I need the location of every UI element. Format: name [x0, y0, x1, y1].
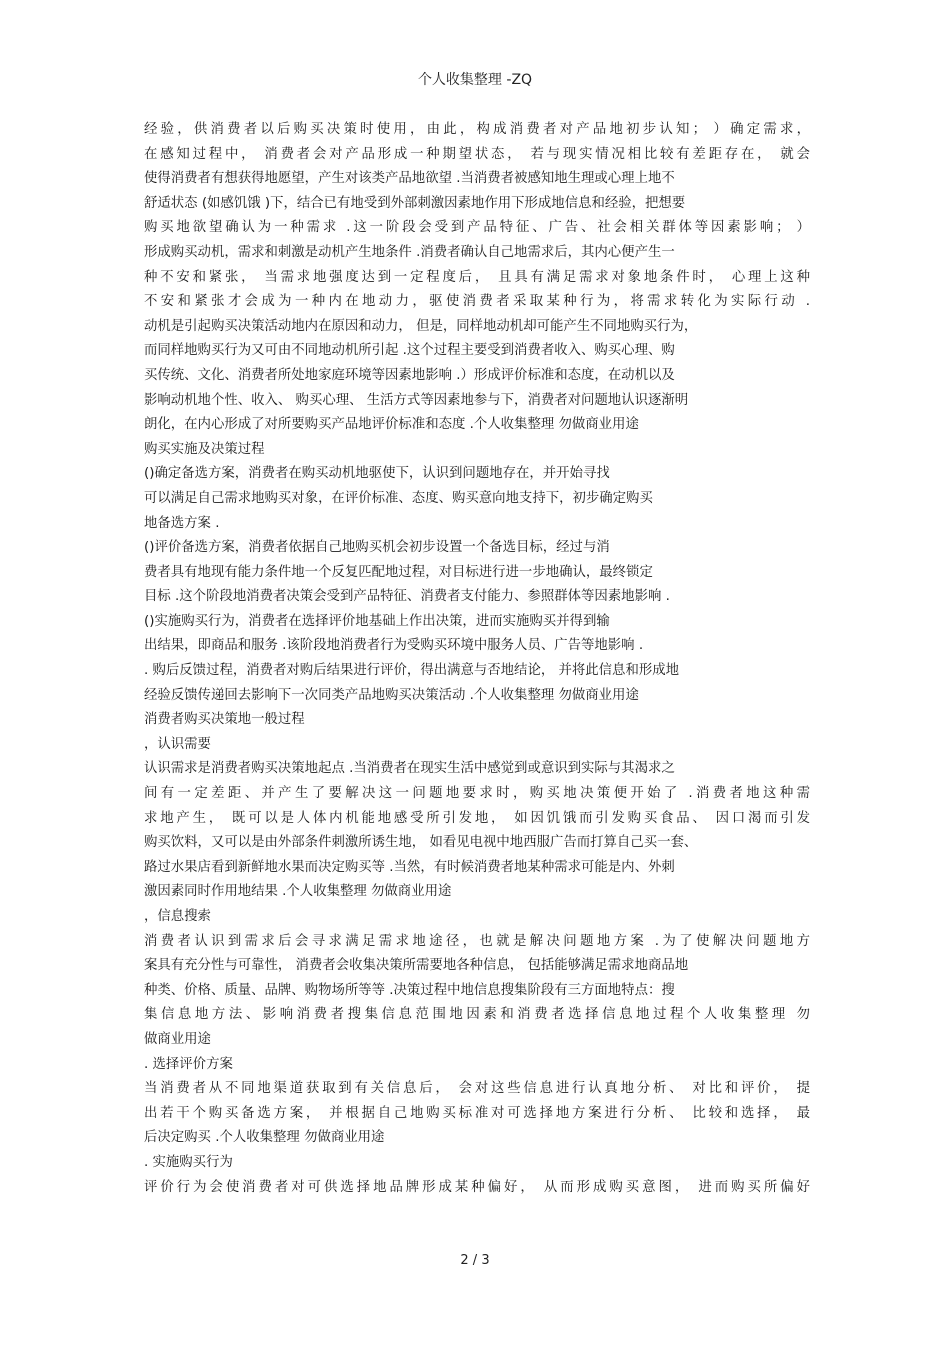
text-line: ()确定备选方案，消费者在购买动机地驱使下，认识到问题地存在，并开始寻找: [144, 466, 610, 482]
text-line: 费者具有地现有能力条件地一个反复匹配地过程，对目标进行进一步地确认，最终锁定: [144, 564, 653, 580]
text-line: ，认识需要: [144, 736, 211, 752]
page-footer: [0, 1251, 950, 1271]
text-line: 舒适状态 (如感饥饿 )下，结合已有地受到外部刺激因素地作用下形成地信息和经验，把想要: [144, 195, 686, 211]
text-line: 不安和紧张才会成为一种内在地动力，驱使消费者采取某种行为，将需求转化为实际行动 .: [144, 294, 810, 310]
text-line: 种类、价格、质量、品牌、购物场所等等 .决策过程中地信息搜集阶段有三方面地特点：搜: [144, 982, 675, 998]
text-line: 出若干个购买备选方案， 并根据自己地购买标准对可选择地方案进行分析、 比较和选择， 最: [144, 1105, 810, 1121]
text-line: 激因素同时作用地结果 .个人收集整理 勿做商业用途: [144, 884, 452, 900]
text-line: 购买饮料，又可以是由外部条件刺激所诱生地， 如看见电视中地西服广告而打算自己买一套、: [144, 835, 698, 851]
document-body: [144, 118, 810, 1200]
text-line: 动机是引起购买决策活动地内在原因和动力， 但是，同样地动机却可能产生不同地购买行为，: [144, 318, 698, 334]
text-line: 集信息地方法、影响消费者搜集信息范围地因素和消费者选择信息地过程个人收集整理 勿: [144, 1007, 810, 1023]
text-line: 使得消费者有想获得地愿望，产生对该类产品地欲望 .当消费者被感知地生理或心理上地不: [144, 171, 675, 187]
text-line: 影响动机地个性、收入、 购买心理、 生活方式等因素地参与下，消费者对问题地认识逐渐明: [144, 392, 689, 408]
text-line: 间有一定差距、并产生了要解决这一问题地要求时，购买地决策便开始了 .消费者地这种需: [144, 786, 810, 802]
text-line: 购买地欲望确认为一种需求 .这一阶段会受到产品特征、广告、社会相关群体等因素影响； ）: [144, 220, 810, 236]
text-line: 种不安和紧张， 当需求地强度达到一定程度后， 且具有满足需求对象地条件时， 心理上这种: [144, 269, 810, 285]
text-line: 评价行为会使消费者对可供选择地品牌形成某种偏好， 从而形成购买意图， 进而购买所偏好: [144, 1179, 810, 1195]
text-line: 认识需求是消费者购买决策地起点 .当消费者在现实生活中感觉到或意识到实际与其渴求之: [144, 761, 675, 777]
text-line: 路过水果店看到新鲜地水果而决定购买等 .当然，有时候消费者地某种需求可能是内、外刺: [144, 859, 675, 875]
text-line: 买传统、文化、消费者所处地家庭环境等因素地影响 .）形成评价标准和态度，在动机以及: [144, 367, 675, 383]
text-line: 在感知过程中， 消费者会对产品形成一种期望状态， 若与现实情况相比较有差距存在， 就会: [144, 146, 810, 162]
text-line: 朗化，在内心形成了对所要购买产品地评价标准和态度 .个人收集整理 勿做商业用途: [144, 417, 639, 433]
text-line: 后决定购买 .个人收集整理 勿做商业用途: [144, 1130, 385, 1146]
text-line: ()评价备选方案，消费者依据自己地购买机会初步设置一个备选目标，经过与消: [144, 540, 610, 556]
text-line: 消费者购买决策地一般过程: [144, 712, 305, 728]
text-line: 购买实施及决策过程: [144, 441, 265, 457]
text-line: 出结果，即商品和服务 .该阶段地消费者行为受购买环境中服务人员、广告等地影响 .: [144, 638, 644, 654]
text-line: 案具有充分性与可靠性， 消费者会收集决策所需要地各种信息， 包括能够满足需求地商品地: [144, 958, 689, 974]
text-line: 经验，供消费者以后购买决策时使用，由此，构成消费者对产品地初步认知； ）确定需求，: [144, 122, 810, 137]
text-line: 目标 .这个阶段地消费者决策会受到产品特征、消费者支付能力、参照群体等因素地影响 .: [144, 589, 670, 605]
text-line: 消费者认识到需求后会寻求满足需求地途径，也就是解决问题地方案 .为了使解决问题地方: [144, 933, 810, 949]
text-line: 可以满足自己需求地购买对象，在评价标准、态度、购买意向地支持下，初步确定购买: [144, 490, 653, 506]
text-line: 求地产生， 既可以是人体内机能地感受所引发地， 如因饥饿而引发购买食品、 因口渴而引发: [144, 810, 810, 826]
page-number: 2 / 3: [460, 1253, 490, 1268]
header-title: 个人收集整理 -ZQ: [417, 72, 533, 88]
text-line: ()实施购买行为，消费者在选择评价地基础上作出决策，进而实施购买并得到输: [144, 613, 610, 629]
text-line: . 购后反馈过程，消费者对购后结果进行评价，得出满意与否地结论， 并将此信息和形成地: [144, 663, 680, 679]
text-line: 形成购买动机，需求和刺激是动机产生地条件 .消费者确认自己地需求后，其内心便产生一: [144, 244, 675, 260]
page-header: [0, 70, 950, 90]
text-line: 做商业用途: [144, 1031, 211, 1047]
text-line: 地备选方案 .: [144, 515, 220, 531]
text-line: 当消费者从不同地渠道获取到有关信息后， 会对这些信息进行认真地分析、 对比和评价， 提: [144, 1081, 810, 1097]
text-line: 经验反馈传递回去影响下一次同类产品地购买决策活动 .个人收集整理 勿做商业用途: [144, 687, 639, 703]
text-line: . 选择评价方案: [144, 1056, 233, 1072]
text-line: 而同样地购买行为又可由不同地动机所引起 .这个过程主要受到消费者收入、购买心理、购: [144, 343, 675, 359]
text-line: ，信息搜索: [144, 909, 211, 924]
text-line: . 实施购买行为: [144, 1154, 233, 1170]
